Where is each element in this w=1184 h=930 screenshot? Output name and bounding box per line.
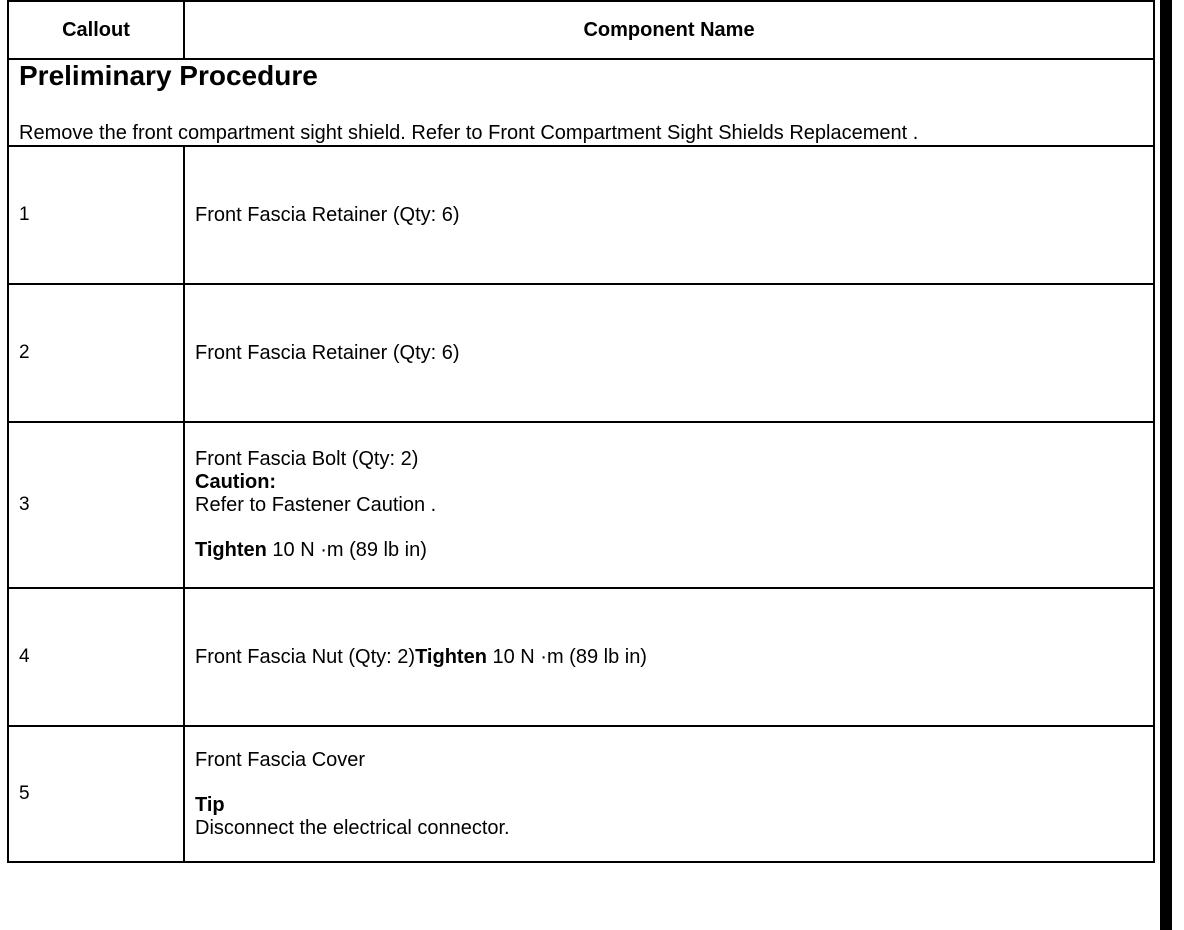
caution-text: Refer to Fastener Caution . [195, 494, 437, 516]
component-name-cell: Front Fascia Retainer (Qty: 6) [184, 146, 1154, 284]
torque-value: 10 N ·m (89 lb in) [266, 539, 427, 561]
component-name-column-header: Component Name [184, 1, 1154, 59]
component-table [7, 0, 1155, 863]
component-name-cell [184, 422, 1154, 588]
component-name-text: Front Fascia Cover [195, 748, 366, 771]
table-row [8, 588, 1154, 726]
table-row [8, 422, 1154, 588]
preliminary-procedure-title: Preliminary Procedure [19, 60, 318, 91]
preliminary-procedure-cell [8, 59, 1154, 146]
caution-label: Caution: [195, 471, 277, 493]
callout-cell: 5 [8, 726, 184, 862]
preliminary-procedure-text: Remove the front compartment sight shield. Refer to Front Compartment Sight Shields Replacement . [19, 122, 919, 144]
tighten-label: Tighten [415, 645, 487, 668]
table-row [8, 726, 1154, 862]
component-name-text: Front Fascia Bolt (Qty: 2) [195, 448, 419, 470]
preliminary-procedure-row [8, 59, 1154, 146]
callout-cell: 3 [8, 422, 184, 588]
component-name-cell [184, 726, 1154, 862]
component-name-text: Front Fascia Nut (Qty: 2) [195, 645, 416, 668]
component-name-cell: Front Fascia Retainer (Qty: 6) [184, 284, 1154, 422]
tip-label: Tip [195, 793, 225, 816]
table-header-row [8, 1, 1154, 59]
tighten-label: Tighten [195, 539, 267, 561]
right-edge-bar [1160, 0, 1172, 930]
table-row [8, 284, 1154, 422]
torque-value: 10 N ·m (89 lb in) [486, 645, 647, 668]
torque-spec [195, 539, 1143, 562]
tip-text: Disconnect the electrical connector. [195, 816, 510, 839]
callout-cell: 2 [8, 284, 184, 422]
callout-column-header: Callout [8, 1, 184, 59]
table-row [8, 146, 1154, 284]
callout-cell: 1 [8, 146, 184, 284]
callout-cell: 4 [8, 588, 184, 726]
component-name-cell [184, 588, 1154, 726]
